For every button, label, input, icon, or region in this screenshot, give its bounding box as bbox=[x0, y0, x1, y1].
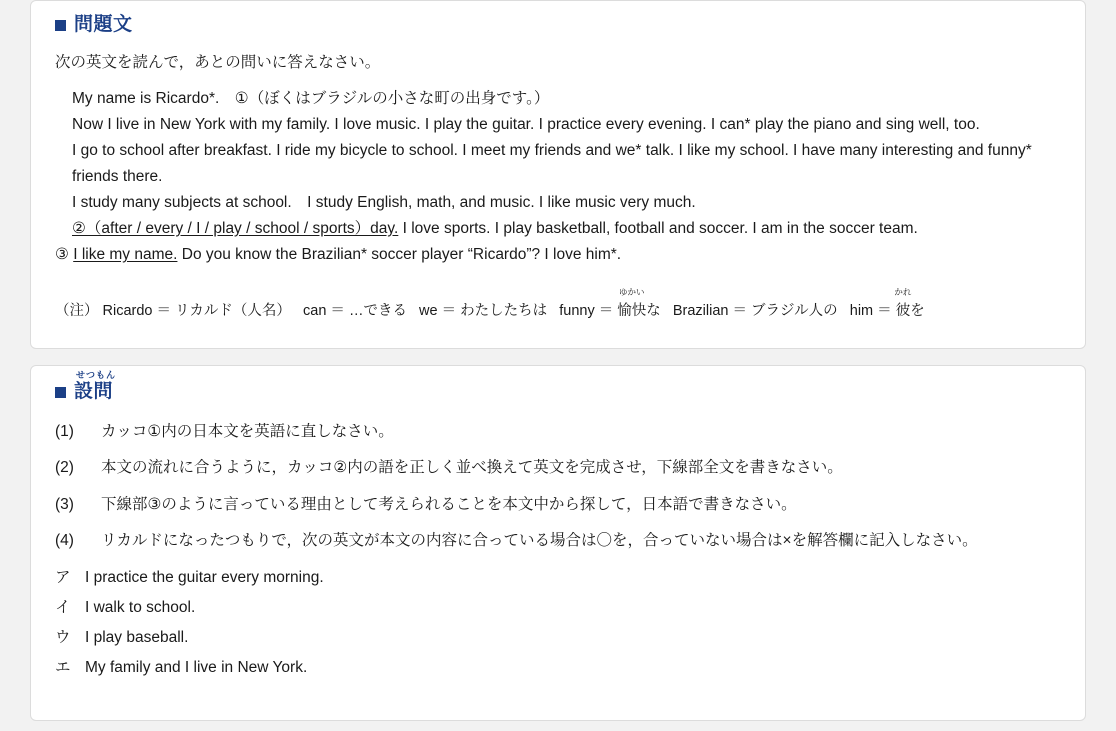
choice-label: エ bbox=[55, 659, 71, 677]
questions-heading-ruby: せつもん bbox=[76, 370, 117, 380]
note-item: Brazilian ＝ ブラジル人の bbox=[672, 303, 838, 319]
card-bottom-spacer bbox=[55, 684, 1061, 698]
question-text: 本文の流れに合うように，カッコ②内の語を正しく並べ換えて英文を完成させ，下線部全文を書きなさい。 bbox=[101, 459, 843, 477]
question-number: (4) bbox=[55, 532, 74, 550]
choice-item bbox=[55, 593, 1061, 623]
marker-3: ③ bbox=[55, 245, 74, 263]
note-item: him ＝ かれ 彼を bbox=[849, 287, 925, 319]
passage-heading-label: 問題文 bbox=[74, 14, 133, 35]
note-item: can ＝ …できる bbox=[303, 303, 407, 319]
passage-paragraph: My name is Ricardo*. ①（ぼくはブラジルの小さな町の出身です。） bbox=[72, 90, 550, 108]
vocabulary-notes bbox=[55, 287, 1061, 326]
passage-heading-text-wrap bbox=[74, 15, 133, 36]
passage-paragraph-underlined bbox=[55, 216, 1061, 241]
passage-section-heading bbox=[55, 15, 1061, 36]
paragraph-5-rest: I love sports. I play basketball, football and soccer. I am in the soccer team. bbox=[402, 219, 918, 237]
choice-text: I walk to school. bbox=[85, 598, 196, 616]
question-number: (2) bbox=[55, 459, 74, 477]
question-text: リカルドになったつもりで，次の英文が本文の内容に合っている場合は〇を，合っていない場合は×を解答欄に記入しなさい。 bbox=[101, 532, 978, 550]
choice-label: ア bbox=[55, 568, 71, 586]
question-item bbox=[55, 417, 1061, 446]
question-item bbox=[55, 490, 1061, 519]
underlined-sentence-3: I like my name. bbox=[73, 245, 178, 263]
choice-list bbox=[55, 563, 1061, 684]
passage-lead: 次の英文を読んで，あとの問いに答えなさい。 bbox=[55, 53, 381, 71]
choice-label: ウ bbox=[55, 629, 71, 647]
choice-text: My family and I live in New York. bbox=[85, 659, 308, 677]
question-list bbox=[55, 417, 1061, 556]
note-item: Ricardo ＝ リカルド（人名） bbox=[102, 303, 291, 319]
note-item: funny ＝ ゆかい 愉快な bbox=[559, 287, 661, 319]
square-bullet-icon bbox=[55, 387, 66, 398]
passage-body bbox=[55, 86, 1061, 267]
question-text: カッコ①内の日本文を英語に直しなさい。 bbox=[101, 422, 394, 440]
notes-label: （注） bbox=[55, 303, 99, 319]
choice-label: イ bbox=[55, 598, 71, 616]
question-item bbox=[55, 526, 1061, 555]
choice-item bbox=[55, 623, 1061, 653]
questions-section-heading bbox=[55, 370, 1061, 403]
passage-card bbox=[30, 0, 1086, 349]
passage-paragraph: I go to school after breakfast. I ride my bicycle to school. I meet my friends and we* talk. I like my school. I have many interesting and funny* friends there. bbox=[72, 142, 1032, 185]
question-number: (3) bbox=[55, 495, 74, 513]
passage-paragraph: Now I live in New York with my family. I love music. I play the guitar. I practice every evening. I can* play the piano and sing well, too. bbox=[72, 116, 980, 134]
question-text: 下線部③のように言っている理由として考えられることを本文中から探して，日本語で書きなさい。 bbox=[101, 495, 797, 513]
questions-heading-text-wrap bbox=[74, 370, 117, 403]
questions-card bbox=[30, 365, 1086, 721]
choice-text: I play baseball. bbox=[85, 629, 189, 647]
question-item bbox=[55, 453, 1061, 482]
underlined-sentence-2: ②（after / every / I / play / school / sports）day. bbox=[72, 219, 399, 237]
question-number: (1) bbox=[55, 422, 74, 440]
choice-item bbox=[55, 563, 1061, 593]
passage-paragraph-underlined bbox=[55, 242, 1061, 267]
paragraph-6-rest: Do you know the Brazilian* soccer player “Ricardo”? I love him*. bbox=[177, 245, 622, 263]
square-bullet-icon bbox=[55, 20, 66, 31]
choice-text: I practice the guitar every morning. bbox=[85, 568, 324, 586]
questions-heading-label: 設問 bbox=[74, 381, 114, 402]
choice-item bbox=[55, 653, 1061, 683]
note-item: we ＝ わたしたちは bbox=[419, 303, 548, 319]
passage-paragraph: I study many subjects at school. I study English, math, and music. I like music very much. bbox=[72, 193, 696, 211]
